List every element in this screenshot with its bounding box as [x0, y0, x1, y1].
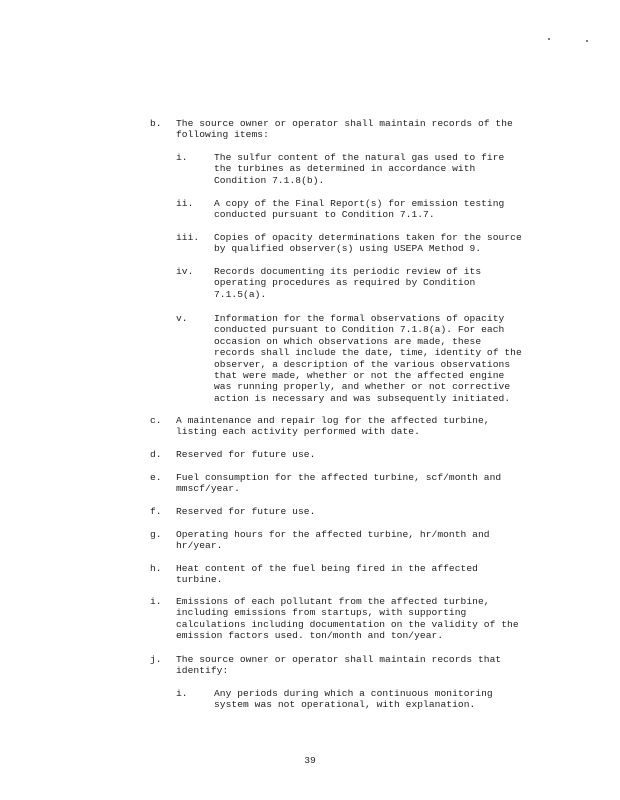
item-label: b. [150, 118, 162, 129]
item-text: The source owner or operator shall maintain records of the following items: [176, 118, 513, 141]
item-label: f. [150, 506, 162, 517]
page-number: 39 [304, 755, 316, 766]
item-label: i. [150, 596, 162, 607]
item-label: g. [150, 529, 162, 540]
item-text: Records documenting its periodic review of its operating procedures as required by Condition 7.1.5(a). [214, 266, 482, 300]
scan-speck [586, 40, 588, 42]
item-text: Heat content of the fuel being fired in the affected turbine. [176, 563, 478, 586]
item-label: i. [176, 688, 188, 699]
item-text: Operating hours for the affected turbine, hr/month and hr/year. [176, 529, 490, 552]
item-text: A maintenance and repair log for the affected turbine, listing each activity performed with date. [176, 415, 490, 438]
item-text: The sulfur content of the natural gas used to fire the turbines as determined in accordance with Condition 7.1.8(b). [214, 152, 505, 186]
item-text: The source owner or operator shall maintain records that identify: [176, 654, 502, 677]
item-label: j. [150, 654, 162, 665]
item-label: e. [150, 472, 162, 483]
item-label: c. [150, 415, 162, 426]
item-label: v. [176, 313, 188, 324]
item-label: i. [176, 152, 188, 163]
item-text: Reserved for future use. [176, 449, 316, 460]
item-label: h. [150, 563, 162, 574]
item-label: d. [150, 449, 162, 460]
item-text: Fuel consumption for the affected turbine, scf/month and mmscf/year. [176, 472, 502, 495]
item-text: A copy of the Final Report(s) for emission testing conducted pursuant to Condition 7.1.7. [214, 198, 505, 221]
item-label: iii. [176, 232, 200, 243]
item-label: iv. [176, 266, 194, 277]
item-text: Copies of opacity determinations taken for the source by qualified observer(s) using USEPA Method 9. [214, 232, 522, 255]
item-text: Emissions of each pollutant from the affected turbine, including emissions from startups, with supporting calculations including documentation on the validity of the emission factors used. ton/month and ton/year. [176, 596, 519, 642]
item-text: Reserved for future use. [176, 506, 316, 517]
item-label: ii. [176, 198, 194, 209]
item-text: Information for the formal observations of opacity conducted pursuant to Condition 7.1.8(a). For each occasion on which observations are made, these records shall include the date, time, identity of the observer, a description of the various observations that were made, whether or not the affected engine was running properly, and whether or not corrective action is necessary and was subsequently initiated. [214, 313, 522, 404]
scan-speck [548, 38, 550, 40]
item-text: Any periods during which a continuous monitoring system was not operational, with explanation. [214, 688, 493, 711]
